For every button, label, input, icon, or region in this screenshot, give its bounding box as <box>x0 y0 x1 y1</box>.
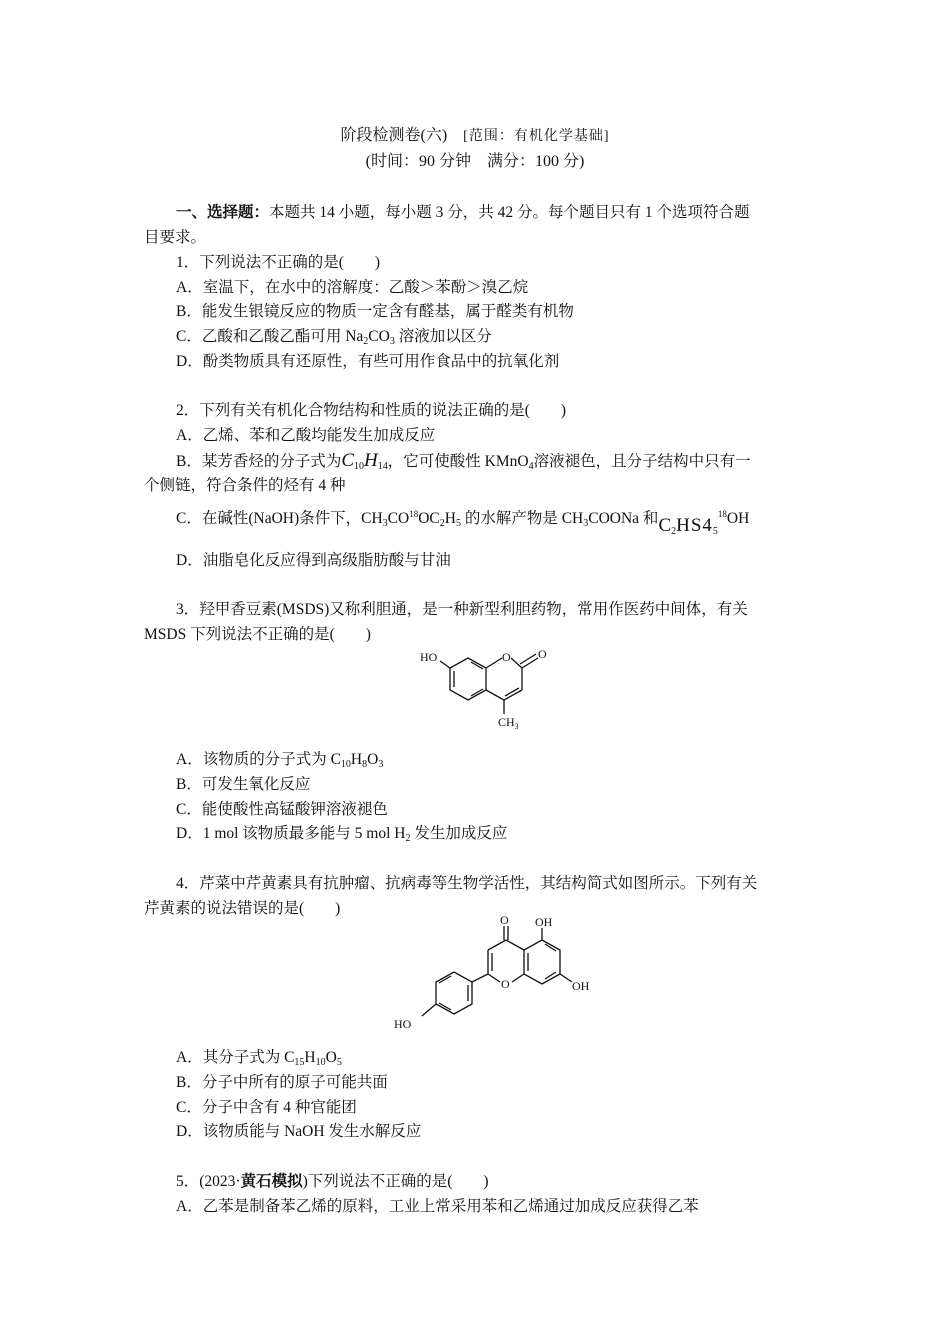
q3-a-text: H <box>350 751 363 768</box>
q5-source: 黄石模拟 <box>240 1173 303 1190</box>
q2-c-sup: 18 <box>717 509 727 519</box>
ring-bond <box>486 658 502 668</box>
carbonyl-bond <box>522 658 538 668</box>
q4-a-text: O <box>325 1049 337 1066</box>
q3-d-text: D．1 mol 该物质最多能与 5 mol H <box>176 825 406 842</box>
hydroxyl-bond <box>560 974 572 982</box>
carbonyl-bond <box>520 654 536 664</box>
section-text-1: 本题共 14 小题，每小题 3 分，共 42 分。每个题目只有 1 个选项符合题 <box>269 204 750 221</box>
q2-b-sub: 10 <box>354 461 365 472</box>
double-bond <box>505 688 519 696</box>
q3-a-sub: 8 <box>362 759 368 770</box>
q2-option-a: A．乙烯、苯和乙酸均能发生加成反应 <box>176 427 436 444</box>
q2-option-b <box>176 451 751 477</box>
hydroxyl-bond <box>440 661 450 668</box>
q1-option-a: A．室温下，在水中的溶解度：乙酸＞苯酚＞溴乙烷 <box>176 279 529 296</box>
q2-c-text: 的水解产物是 CH <box>460 510 584 527</box>
q2-c-text: OC <box>418 510 440 527</box>
coumarin-structure-diagram <box>418 642 568 734</box>
section-heading <box>176 203 750 223</box>
q3-a-sub: 10 <box>340 759 351 770</box>
top-hydroxyl-label: OH <box>535 915 553 929</box>
q1-c-sub: 3 <box>389 336 395 347</box>
q3-option-c: C．能使酸性高锰酸钾溶液褪色 <box>176 801 388 818</box>
q5-stem <box>176 1172 489 1192</box>
q1-option-d: D．酚类物质具有还原性，有些可用作食品中的抗氧化剂 <box>176 353 560 370</box>
q1-c-text: CO <box>368 328 390 345</box>
q2-c-text: OH <box>726 510 750 527</box>
ring-bond <box>506 940 524 950</box>
q2-b-formula: H <box>364 450 378 471</box>
q2-c-sub: 2 <box>439 518 445 529</box>
q1-option-c <box>176 327 492 352</box>
q2-b-text: ，它可使酸性 KMnO <box>387 453 529 470</box>
q2-option-b-line2: 个侧链，符合条件的烃有 4 种 <box>144 477 346 494</box>
page-title: 阶段检测卷(六) <box>340 127 448 144</box>
ring-bond <box>488 940 506 950</box>
time-score: (时间：90 分钟 满分：100 分) <box>365 153 585 170</box>
benzene-ring <box>524 940 560 984</box>
q1-option-b: B．能发生银镜反应的物质一定含有醛基，属于醛类有机物 <box>176 303 574 320</box>
ring-bond <box>511 658 522 668</box>
q4-stem-2: 芹黄素的说法错误的是( ) <box>144 900 341 917</box>
q2-stem: 2．下列有关有机化合物结构和性质的说法正确的是( ) <box>176 402 567 419</box>
q2-option-d: D．油脂皂化反应得到高级脂肪酸与甘油 <box>176 552 451 569</box>
ring-oxygen-label: O <box>502 650 511 664</box>
q3-a-text: O <box>367 751 379 768</box>
q4-a-text: A．其分子式为 C <box>176 1049 295 1066</box>
section-label: 一、选择题： <box>176 204 270 221</box>
q3-a-sub: 3 <box>378 759 384 770</box>
q2-c-formula-sub: 2 <box>671 526 677 537</box>
q3-d-sub: 2 <box>405 833 411 844</box>
q1-stem: 1．下列说法不正确的是( ) <box>176 254 381 271</box>
q2-c-text: H <box>444 510 456 527</box>
apigenin-structure-diagram <box>390 912 600 1036</box>
phenyl-ring <box>436 972 472 1014</box>
q1-c-sub: 2 <box>363 336 369 347</box>
q4-option-a <box>176 1048 342 1073</box>
q4-stem-1: 4．芹菜中芹黄素具有抗肿瘤、抗病毒等生物学活性，其结构简式如图所示。下列有关 <box>176 875 758 892</box>
q3-stem-2: MSDS 下列说法不正确的是( ) <box>144 626 371 643</box>
q3-option-a <box>176 750 383 775</box>
q1-c-text: 溶液加以区分 <box>394 328 492 345</box>
q3-d-text: 发生加成反应 <box>410 825 508 842</box>
section-text-2: 目要求。 <box>144 229 207 246</box>
q2-option-c <box>176 504 750 537</box>
q2-c-formula-text: HS4 <box>676 515 713 536</box>
q5-stem-text: 5．(2023· <box>176 1173 241 1190</box>
q2-c-formula <box>658 516 717 542</box>
double-bond <box>545 972 556 979</box>
q3-option-d <box>176 824 507 849</box>
q2-c-formula-sub: 5 <box>712 526 718 537</box>
ring-bond <box>512 974 524 982</box>
q5-stem-text: )下列说法不正确的是( ) <box>302 1173 489 1190</box>
page-range: [范围：有机化学基础] <box>463 129 610 144</box>
ring-bond <box>486 690 504 700</box>
methyl-label: $CH_3$ <box>498 715 519 731</box>
right-hydroxyl-label: OH <box>572 979 590 993</box>
q4-a-sub: 5 <box>336 1057 342 1068</box>
q2-c-text: CO <box>387 510 410 527</box>
q1-c-text: C．乙酸和乙酸乙酯可用 Na <box>176 328 364 345</box>
q2-c-sub: 5 <box>455 518 461 529</box>
ring-bond <box>488 974 500 982</box>
q4-option-b: B．分子中所有的原子可能共面 <box>176 1074 388 1091</box>
q2-b-text: 溶液褪色，且分子结构中只有一 <box>533 453 751 470</box>
keto-oxygen-label: O <box>538 647 547 661</box>
q2-b-sub: 14 <box>377 461 388 472</box>
q2-c-sub: 3 <box>382 518 388 529</box>
q5-option-a: A．乙苯是制备苯乙烯的原料，工业上常采用苯和乙烯通过加成反应获得乙苯 <box>176 1198 699 1215</box>
q3-a-text: A．该物质的分子式为 C <box>176 751 341 768</box>
q4-option-d: D．该物质能与 NaOH 发生水解反应 <box>176 1123 422 1140</box>
q4-option-c: C．分子中含有 4 种官能团 <box>176 1099 357 1116</box>
q2-b-text: B．某芳香烃的分子式为 <box>176 453 342 470</box>
hydroxyl-label: HO <box>420 650 438 664</box>
q2-b-sub: 4 <box>528 461 534 472</box>
carbonyl-oxygen-label: O <box>500 913 509 927</box>
ring-oxygen-label: O <box>501 977 510 991</box>
q3-option-b: B．可发生氧化反应 <box>176 776 311 793</box>
q2-c-sup: 18 <box>409 509 419 519</box>
q2-c-sub: 3 <box>583 518 589 529</box>
aryl-bond <box>472 974 488 982</box>
q2-b-formula: C <box>341 450 355 471</box>
page-header <box>0 126 950 147</box>
q2-c-text: C．在碱性(NaOH)条件下，CH <box>176 510 383 527</box>
q2-c-formula-text: C <box>658 515 672 536</box>
left-hydroxyl-label: HO <box>394 1017 412 1031</box>
q4-a-sub: 15 <box>294 1057 305 1068</box>
q2-c-text: COONa 和 <box>588 510 659 527</box>
q4-a-text: H <box>304 1049 316 1066</box>
q4-a-sub: 10 <box>315 1057 326 1068</box>
benzene-ring <box>450 658 486 700</box>
hydroxyl-bond <box>422 1004 436 1016</box>
q3-stem-1: 3．羟甲香豆素(MSDS)又称利胆通，是一种新型利胆药物，常用作医药中间体，有关 <box>176 601 748 618</box>
